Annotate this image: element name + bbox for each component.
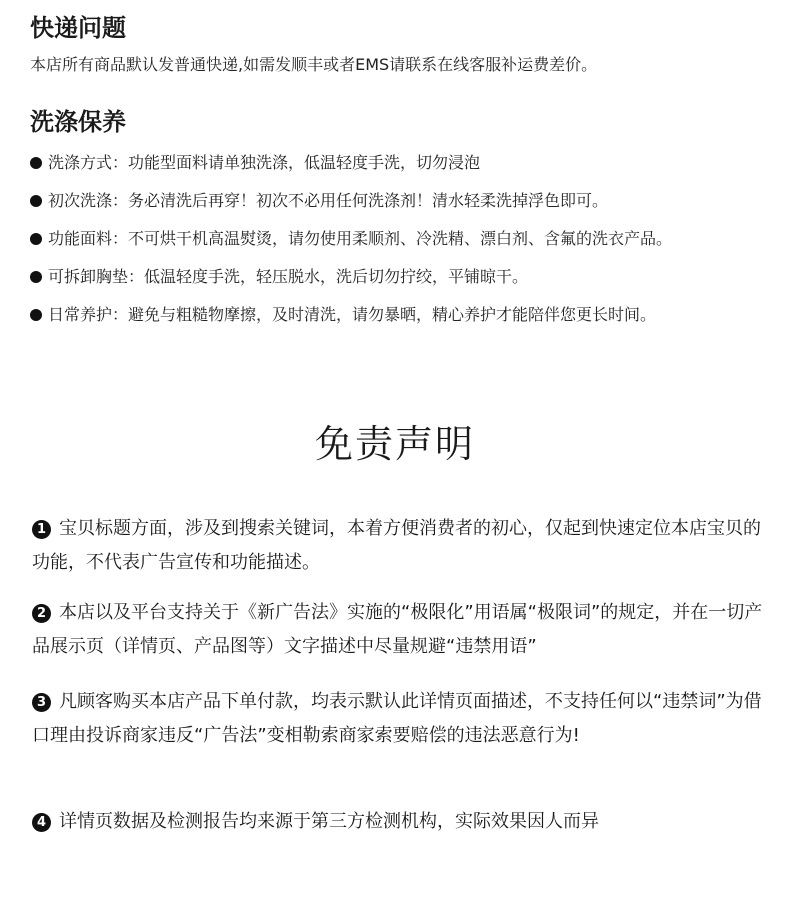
disclaimer-text: 本店以及平台支持关于《新广告法》实施的“极限化”用语属“极限词”的规定，并在一切产品展示页（详情页、产品图等）文字描述中尽量规避“违禁用语” xyxy=(32,602,763,657)
care-item-text: 不可烘干机高温熨烫，请勿使用柔顺剂、冷洗精、漂白剂、含氟的洗衣产品。 xyxy=(128,229,673,248)
care-item-wash-method xyxy=(30,152,672,190)
care-item-daily-care xyxy=(30,304,672,342)
care-instructions-list xyxy=(30,152,672,342)
care-item-text: 功能型面料请单独洗涤，低温轻度手洗，切勿浸泡 xyxy=(128,153,481,172)
care-item-label: 日常养护： xyxy=(48,305,129,324)
care-item-removable-pad xyxy=(30,266,672,304)
disclaimer-text: 宝贝标题方面，涉及到搜索关键词，本着方便消费者的初心，仅起到快速定位本店宝贝的功能，不代表广告宣传和功能描述。 xyxy=(32,518,761,573)
disclaimer-item-2 xyxy=(32,596,772,664)
bullet-icon xyxy=(30,271,42,283)
disclaimer-text: 详情页数据及检测报告均来源于第三方检测机构，实际效果因人而异 xyxy=(59,811,599,832)
number-badge-icon: 1 xyxy=(32,520,51,539)
bullet-icon xyxy=(30,309,42,321)
disclaimer-text: 凡顾客购买本店产品下单付款，均表示默认此详情页面描述，不支持任何以“违禁词”为借口理由投诉商家违反“广告法”变相勒索商家索要赔偿的违法恶意行为! xyxy=(32,691,762,746)
care-item-label: 功能面料： xyxy=(48,229,129,248)
care-item-fabric xyxy=(30,228,672,266)
number-badge-icon: 3 xyxy=(32,693,51,712)
bullet-icon xyxy=(30,157,42,169)
care-item-text: 低温轻度手洗，轻压脱水，洗后切勿拧绞，平铺晾干。 xyxy=(144,267,529,286)
disclaimer-item-4 xyxy=(32,805,772,839)
number-badge-icon: 4 xyxy=(32,813,51,832)
bullet-icon xyxy=(30,195,42,207)
care-item-label: 可拆卸胸垫： xyxy=(48,267,145,286)
bullet-icon xyxy=(30,233,42,245)
care-item-label: 洗涤方式： xyxy=(48,153,129,172)
disclaimer-item-1 xyxy=(32,512,772,580)
care-item-first-wash xyxy=(30,190,672,228)
care-item-text: 避免与粗糙物摩擦，及时清洗，请勿暴晒，精心养护才能陪伴您更长时间。 xyxy=(128,305,657,324)
disclaimer-item-3 xyxy=(32,685,772,753)
number-badge-icon: 2 xyxy=(32,604,51,623)
care-section-title: 洗涤保养 xyxy=(30,108,126,136)
care-item-label: 初次洗涤： xyxy=(48,191,129,210)
shipping-notice-text: 本店所有商品默认发普通快递,如需发顺丰或者EMS请联系在线客服补运费差价。 xyxy=(30,55,598,74)
disclaimer-title: 免责声明 xyxy=(314,422,475,466)
shipping-section-title: 快递问题 xyxy=(30,14,126,42)
care-item-text: 务必清洗后再穿！初次不必用任何洗涤剂！清水轻柔洗掉浮色即可。 xyxy=(128,191,609,210)
